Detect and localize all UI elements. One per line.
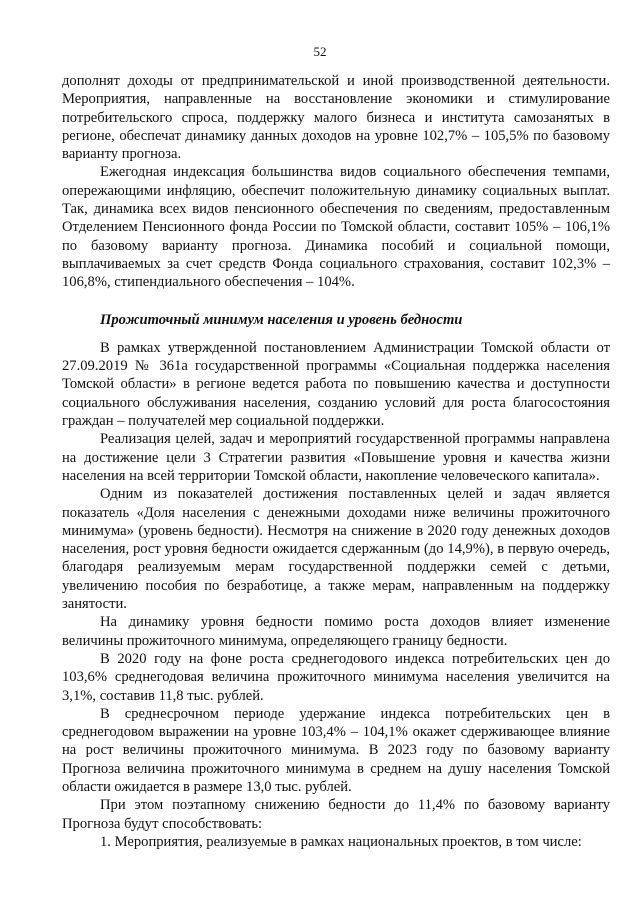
paragraph-medium-term-forecast: В среднесрочном периоде удержание индекса потребительских цен в среднегодовом выражении на уровне 103,4% – 104,1% окажет сдерживающее влияние на рост величины прожиточного минимума. В 2023 году по базовому варианту Прогноза величина прожиточного минимума в среднем на душу населения Томской области ожидается в размере 13,0 тыс. рублей. — [62, 705, 610, 795]
paragraph-state-program: В рамках утвержденной постановлением Администрации Томской области от 27.09.2019 № 361а государственной программы «Социальная поддержка населения Томской области» в регионе ведется работа по повышению качества и доступности социального обслуживания населения, созданию условий для роста благосостояния граждан – получателей мер социальной поддержки. — [62, 339, 610, 430]
paragraph-income-continuation: дополнят доходы от предпринимательской и иной производственной деятельности. Мероприятия, направленные на восстановление экономики и стимулирование потребительского спроса, поддержку малого бизнеса и института самозанятых в регионе, обеспечат динамику данных доходов на уровне 102,7% – 105,5% по базовому варианту прогноза. — [62, 73, 610, 163]
paragraph-social-indexation: Ежегодная индексация большинства видов социального обеспечения темпами, опережающими инфляцию, обеспечит положительную динамику социальных выплат. Так, динамика всех видов пенсионного обеспечения по сведениям, предоставленным Отделением Пенсионного фонда России по Томской области, составит 105% – 106,1% по базовому варианту прогноза. Динамика пособий и социальной помощи, выплачиваемых за счет средств Фонда социального страхования, составит 102,3% – 106,8%, стипендиального обеспечения – 104%. — [62, 164, 610, 291]
paragraph-poverty-reduction-factors: При этом поэтапному снижению бедности до 11,4% по базовому варианту Прогноза будут способствовать: — [62, 797, 610, 832]
section-heading: Прожиточный минимум населения и уровень бедности — [100, 311, 463, 328]
paragraph-2020-dynamics: В 2020 году на фоне роста среднегодового индекса потребительских цен до 103,6% среднегодовая величина прожиточного минимума населения увеличится на 3,1%, составив 11,8 тыс. рублей. — [62, 650, 610, 704]
paragraph-poverty-indicator: Одним из показателей достижения поставленных целей и задач является показатель «Доля населения с денежными доходами ниже величины прожиточного минимума» (уровень бедности). Несмотря на снижение в 2020 году денежных доходов населения, рост уровня бедности ожидается сдержанным (до 14,9%), в первую очередь, благодаря реализуемым мерам государственной поддержки семей с детьми, увеличению пособия по безработице, а также мерам, направленным на поддержку занятости. — [62, 486, 610, 613]
paragraph-program-goals: Реализация целей, задач и мероприятий государственной программы направлена на достижение цели 3 Стратегии развития «Повышение уровня и качества жизни населения на всей территории Томской области, накопление человеческого капитала». — [62, 431, 610, 484]
page-number: 52 — [313, 44, 327, 59]
list-item-national-projects: 1. Мероприятия, реализуемые в рамках национальных проектов, в том числе: — [100, 833, 582, 850]
paragraph-subsistence-minimum-influence: На динамику уровня бедности помимо роста доходов влияет изменение величины прожиточного минимума, определяющего границу бедности. — [62, 614, 610, 649]
document-body — [62, 72, 610, 851]
